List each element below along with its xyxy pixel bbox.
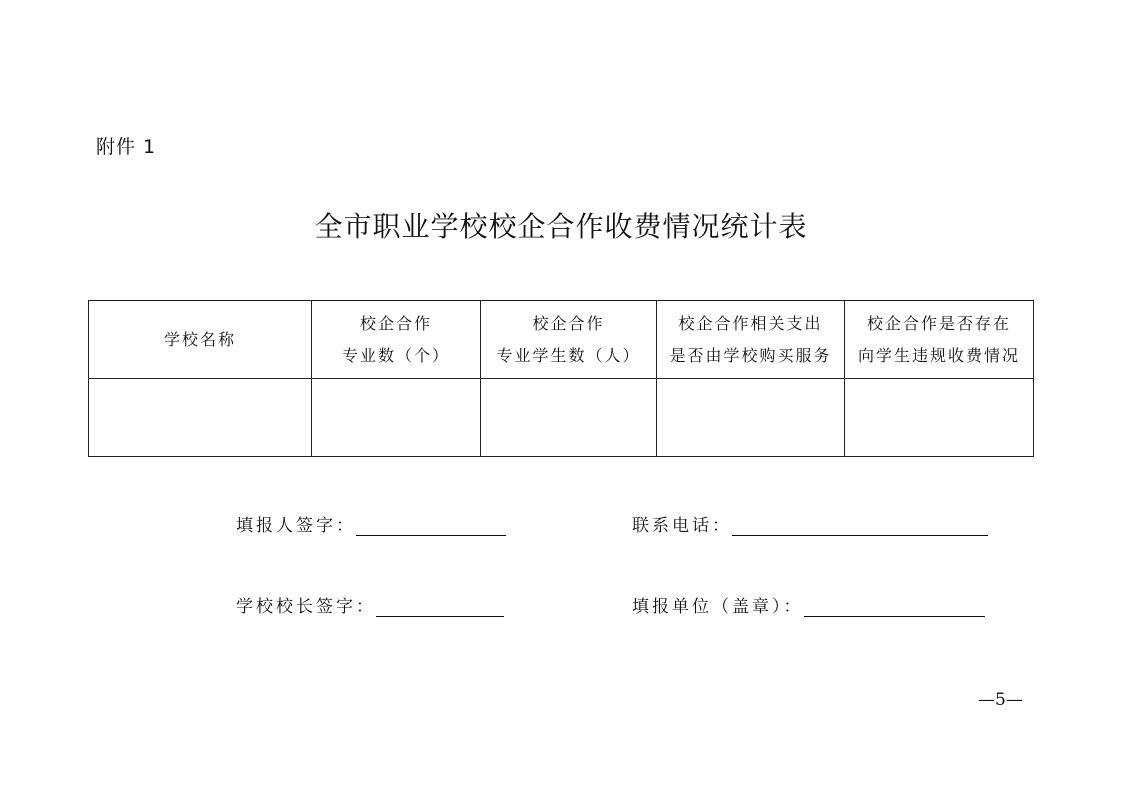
page-number: —5— [978, 690, 1023, 710]
header-line: 向学生违规收费情况 [857, 345, 1020, 365]
phone-field[interactable] [732, 517, 988, 536]
filler-signature-label: 填报人签字： [236, 516, 356, 536]
header-line: 校企合作 [532, 313, 605, 333]
header-line: 专业数（个） [341, 345, 450, 365]
principal-signature-row [236, 592, 504, 617]
unit-seal-field[interactable] [804, 598, 985, 617]
header-school-name [89, 301, 312, 379]
principal-signature-field[interactable] [376, 598, 504, 617]
header-line: 专业学生数（人） [496, 345, 641, 365]
header-student-count [481, 301, 657, 379]
statistics-table [88, 300, 1034, 457]
header-line: 校企合作是否存在 [866, 313, 1011, 333]
filler-signature-field[interactable] [356, 517, 506, 536]
filler-signature-row [236, 511, 506, 536]
header-illegal-fee [845, 301, 1034, 379]
table-cell[interactable] [657, 379, 845, 457]
table-cell[interactable] [89, 379, 312, 457]
unit-seal-row [632, 592, 985, 617]
header-line: 校企合作相关支出 [678, 313, 823, 333]
phone-label: 联系电话： [632, 516, 732, 536]
document-title: 全市职业学校校企合作收费情况统计表 [314, 210, 808, 243]
table-cell[interactable] [481, 379, 657, 457]
header-line: 学校名称 [163, 329, 236, 349]
table-row [89, 379, 1034, 457]
header-line: 校企合作 [359, 313, 432, 333]
table-cell[interactable] [845, 379, 1034, 457]
header-line: 是否由学校购买服务 [669, 345, 832, 365]
phone-row [632, 511, 988, 536]
attachment-label: 附件 1 [96, 136, 157, 158]
header-expense-purchase [657, 301, 845, 379]
table-cell[interactable] [312, 379, 481, 457]
unit-seal-label: 填报单位（盖章）： [632, 597, 804, 617]
principal-signature-label: 学校校长签字： [236, 597, 376, 617]
table-header-row [89, 301, 1034, 379]
header-major-count [312, 301, 481, 379]
